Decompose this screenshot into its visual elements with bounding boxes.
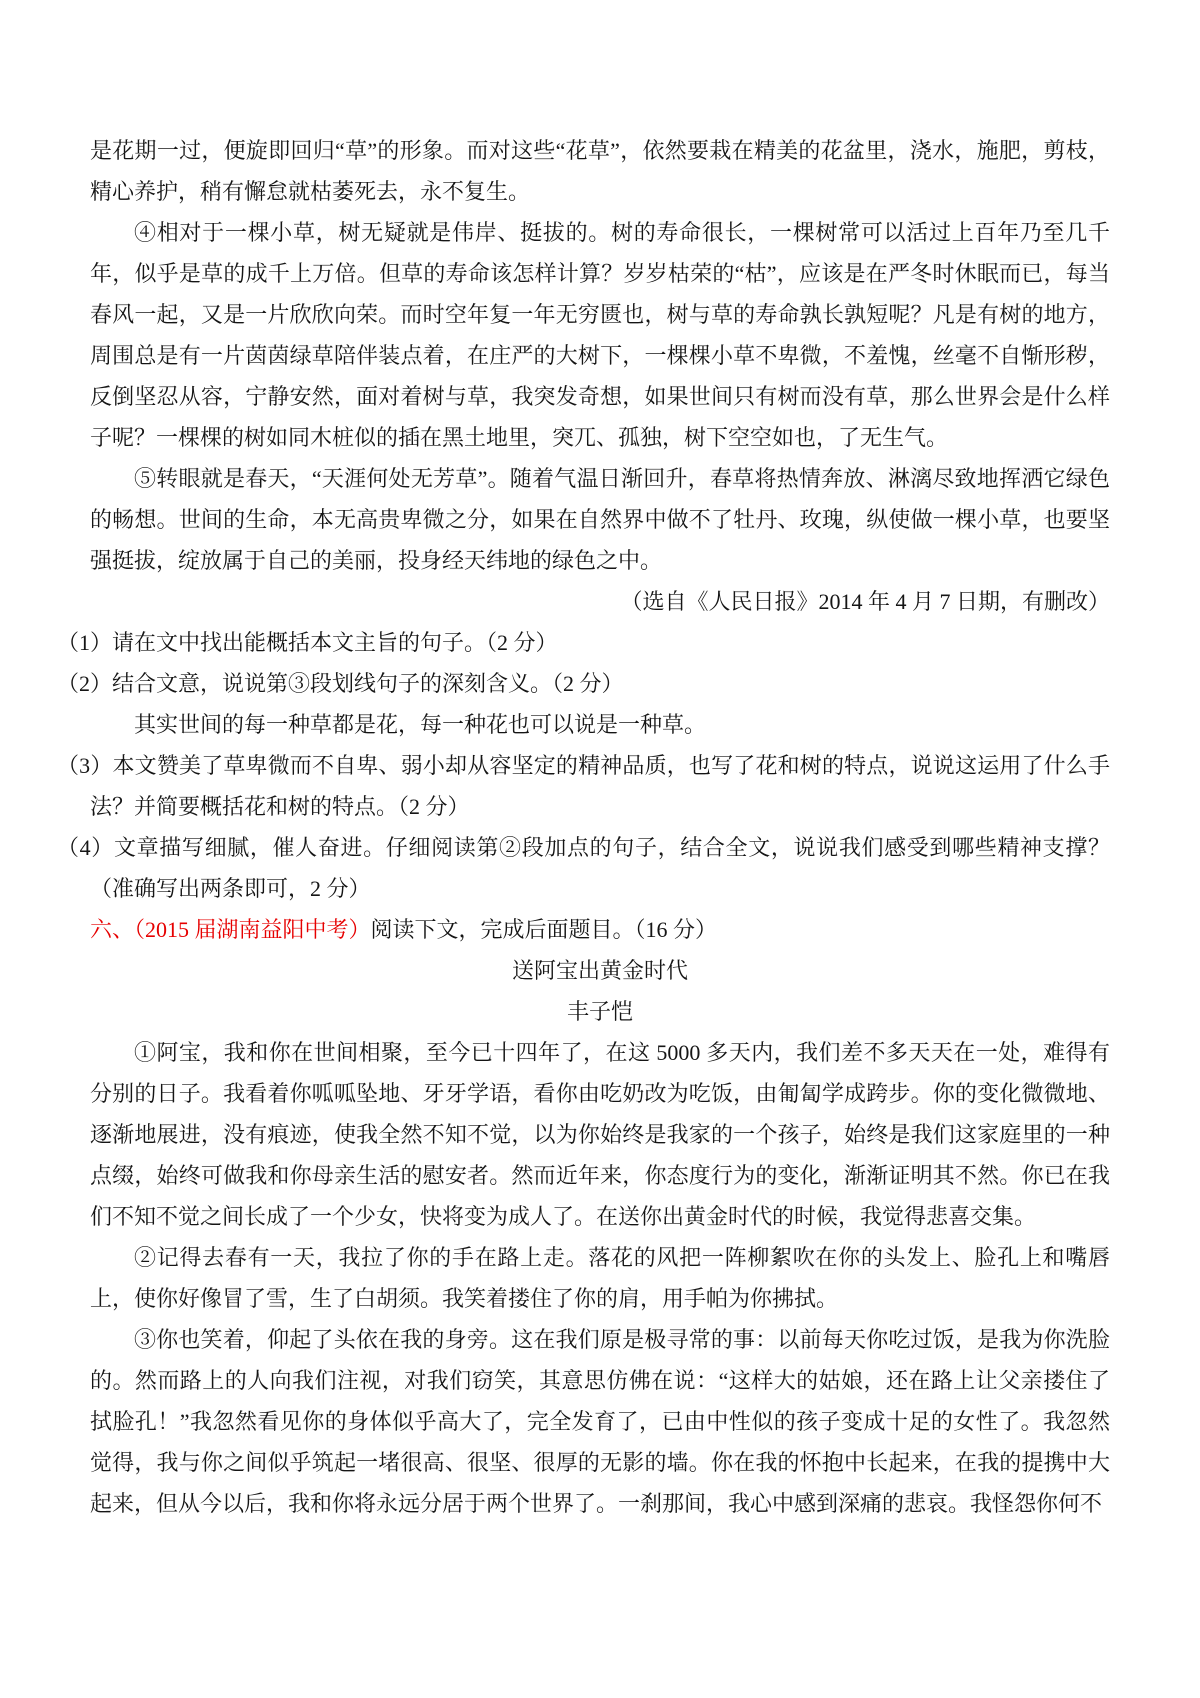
article2-paragraph-1: ①阿宝，我和你在世间相聚，至今已十四年了，在这 5000 多天内，我们差不多天天在一处，难得有分别的日子。我看着你呱呱坠地、牙牙学语，看你由吃奶改为吃饭，由匍匐学成跨步。你的变化微微地、逐渐地展进，没有痕迹，使我全然不知不觉，以为你始终是我家的一个孩子，始终是我们这家庭里的一种点缀，始终可做我和你母亲生活的慰安者。然而近年来，你态度行为的变化，渐渐证明其不然。你已在我们不知不觉之间长成了一个少女，快将变为成人了。在送你出黄金时代的时候，我觉得悲喜交集。 xyxy=(90,1040,1110,1229)
question-2-quoted-sentence: 其实世间的每一种草都是花，每一种花也可以说是一种草。 xyxy=(134,712,707,737)
question-3: （3）本文赞美了草卑微而不自卑、弱小却从容坚定的精神品质，也写了花和树的特点，说说这运用了什么手法？并简要概括花和树的特点。（2 分） xyxy=(57,753,1110,819)
question-1: （1）请在文中找出能概括本文主旨的句子。（2 分） xyxy=(57,630,558,655)
section-6-exam-source-tag: 六、（2015 届湖南益阳中考） xyxy=(90,917,371,942)
article1-paragraph-5: ⑤转眼就是春天，“天涯何处无芳草”。随着气温日渐回升，春草将热情奔放、淋漓尽致地挥洒它绿色的畅想。世间的生命，本无高贵卑微之分，如果在自然界中做不了牡丹、玫瑰，纵使做一棵小草，也要坚强挺拔，绽放属于自己的美丽，投身经天纬地的绿色之中。 xyxy=(90,466,1110,573)
article2-title: 送阿宝出黄金时代 xyxy=(511,958,688,983)
article1-source-attribution: （选自《人民日报》2014 年 4 月 7 日期，有删改） xyxy=(620,589,1110,614)
article2-paragraph-2: ②记得去春有一天，我拉了你的手在路上走。落花的风把一阵柳絮吹在你的头发上、脸孔上和嘴唇上，使你好像冒了雪，生了白胡须。我笑着搂住了你的肩，用手帕为你拂拭。 xyxy=(90,1245,1110,1311)
question-2: （2）结合文意，说说第③段划线句子的深刻含义。（2 分） xyxy=(57,671,624,696)
article1-continuation-paragraph: 是花期一过，便旋即回归“草”的形象。而对这些“花草”，依然要栽在精美的花盆里，浇水，施肥，剪枝，精心养护，稍有懈怠就枯萎死去，永不复生。 xyxy=(90,138,1110,204)
question-4: （4）文章描写细腻，催人奋进。仔细阅读第②段加点的句子，结合全文，说说我们感受到哪些精神支撑？（准确写出两条即可，2 分） xyxy=(57,835,1110,901)
article2-author: 丰子恺 xyxy=(566,999,633,1024)
article1-paragraph-4: ④相对于一棵小草，树无疑就是伟岸、挺拔的。树的寿命很长，一棵树常可以活过上百年乃至几千年，似乎是草的成千上万倍。但草的寿命该怎样计算？岁岁枯荣的“枯”，应该是在严冬时休眠而已，每当春风一起，又是一片欣欣向荣。而时空年复一年无穷匮也，树与草的寿命孰长孰短呢？凡是有树的地方，周围总是有一片茵茵绿草陪伴装点着，在庄严的大树下，一棵棵小草不卑微，不羞愧，丝毫不自惭形秽，反倒坚忍从容，宁静安然，面对着树与草，我突发奇想，如果世间只有树而没有草，那么世界会是什么样子呢？一棵棵的树如同木桩似的插在黑土地里，突兀、孤独，树下空空如也，了无生气。 xyxy=(90,220,1110,450)
article2-paragraph-3: ③你也笑着，仰起了头依在我的身旁。这在我们原是极寻常的事：以前每天你吃过饭，是我为你洗脸的。然而路上的人向我们注视，对我们窃笑，其意思仿佛在说：“这样大的姑娘，还在路上让父亲搂住了拭脸孔！”我忽然看见你的身体似乎高大了，完全发育了，已由中性似的孩子变成十足的女性了。我忽然觉得，我与你之间似乎筑起一堵很高、很坚、很厚的无影的墙。你在我的怀抱中长起来，在我的提携中大起来，但从今以后，我和你将永远分居于两个世界了。一刹那间，我心中感到深痛的悲哀。我怪怨你何不 xyxy=(90,1327,1110,1516)
section-6-instruction: 阅读下文，完成后面题目。（16 分） xyxy=(370,917,718,942)
section-6-heading xyxy=(90,909,1110,950)
